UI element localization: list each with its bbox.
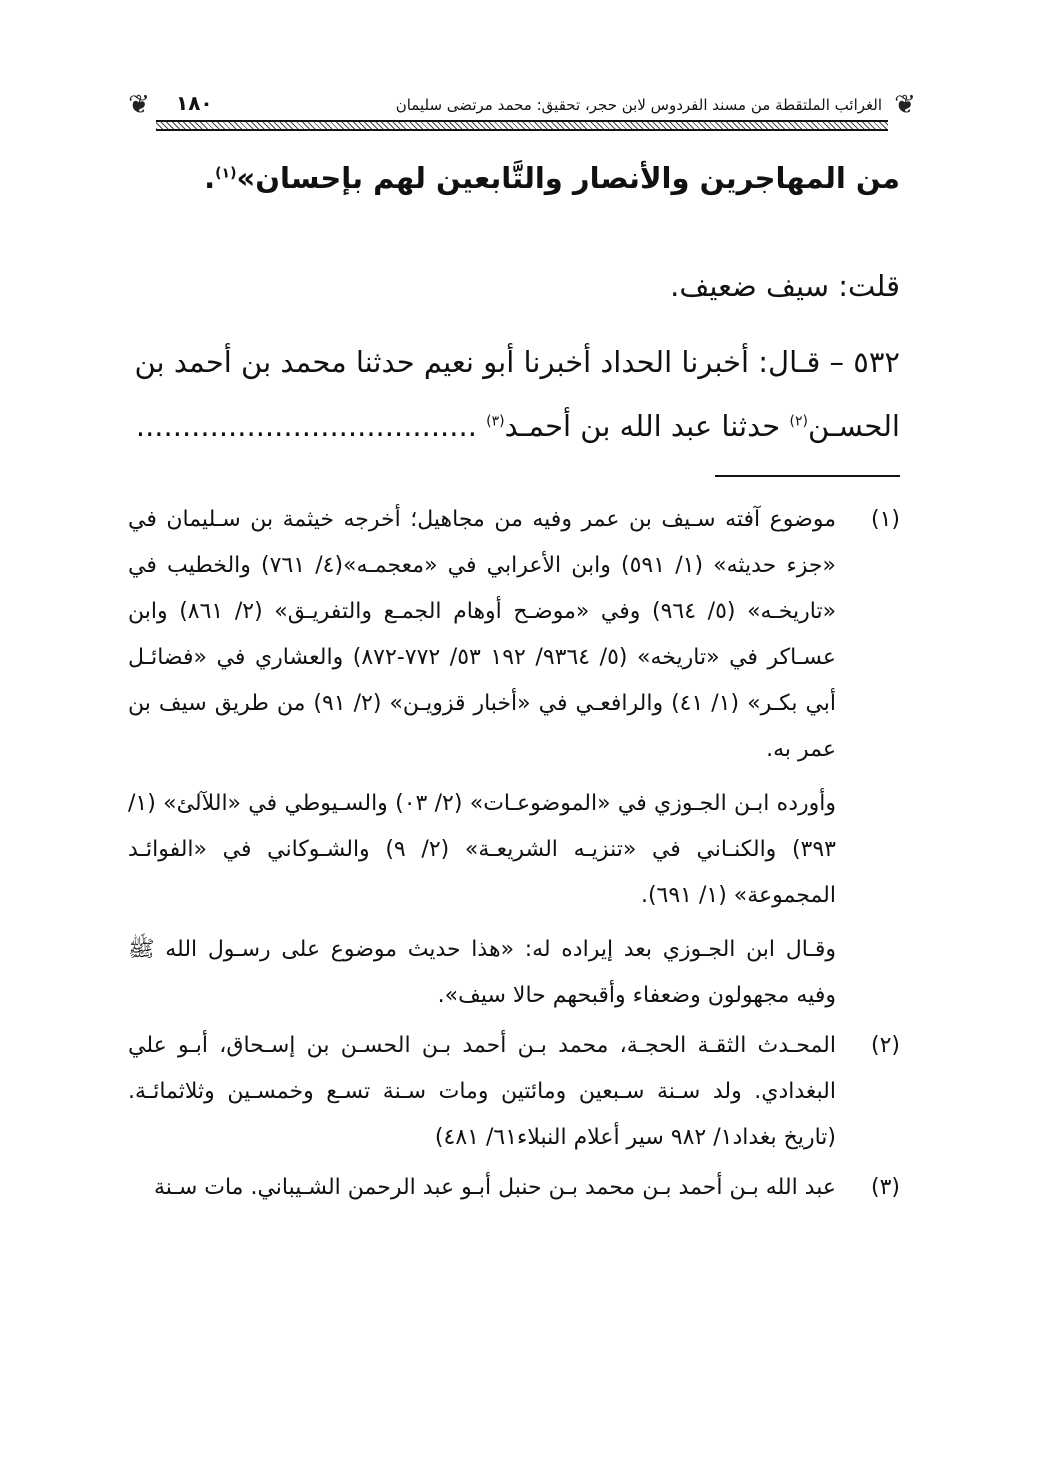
hadith-text-a: الحسـن (807, 409, 900, 443)
hadith-532 (120, 330, 900, 458)
qultu-line: قلت: سيف ضعيف. (670, 269, 900, 303)
header-rule (156, 120, 888, 131)
footnote-ref: (٢) (789, 413, 808, 430)
footnotes (128, 497, 900, 1215)
hadith-line-2 (120, 394, 900, 458)
footnote-paragraph: عبد الله بـن أحمد بـن محمد بـن حنبل أبـو عبد الرحمن الشـيباني. مات سـنة (153, 1175, 836, 1200)
continuation-dots: ..................................... (135, 409, 487, 443)
header-text (162, 92, 882, 118)
footnote-number: (١) (870, 507, 900, 532)
continuation-text: من المهاجرين والأنصار والتَّابعين لهم بإحسان» (236, 161, 900, 195)
footnote-3 (128, 1165, 900, 1211)
footnote-number: (٢) (870, 1033, 900, 1058)
floral-ornament-icon: ❦ (894, 90, 916, 120)
continuation-end: . (204, 161, 216, 195)
footnote-2 (128, 1023, 900, 1161)
page-number: ١٨٠ (176, 91, 213, 115)
footnote-paragraph: وقـال ابن الجـوزي بعد إيراده له: «هذا حديث موضوع على رسـول الله ﷺ وفيه مجهولون وضعفاء وأقبحهم حالا سيف». (128, 937, 836, 1008)
footnote-1 (128, 497, 900, 1019)
floral-ornament-icon: ❦ (128, 90, 150, 120)
footnote-separator (715, 475, 900, 477)
footnote-paragraph: وأورده ابـن الجـوزي في «الموضوعـات» (٢/ ٠٣) والسـيوطي في «اللآلئ» (١/ ٣٩٣) والكنـاني في «تنزيـه الشريعـة» (٢/ ٩) والشـوكاني في «الفوائـد المجموعة» (١/ ٦٩١). (128, 791, 836, 908)
footnote-ref: (١) (215, 165, 237, 182)
footnote-paragraph: المحـدث الثقـة الحجـة، محمد بـن أحمد بـن الحسـن بن إسـحاق، أبـو علي البغدادي. ولد سـنة سـبعين ومائتين ومات سـنة تسـع وخمسـين وثلاثمائـة. (تاريخ بغداد١/ ٩٨٢ سير أعلام النبلاء٦١/ ٤٨١) (128, 1033, 836, 1150)
hadith-line-1: ٥٣٢ – قـال: أخبرنا الحداد أخبرنا أبو نعيم حدثنا محمد بن أحمد بن (134, 345, 900, 379)
hadith-text-b: حدثنا عبد الله بن أحمـد (504, 409, 790, 443)
footnote-number: (٣) (870, 1175, 900, 1200)
footnote-ref: (٣) (486, 413, 505, 430)
running-header (122, 86, 922, 132)
continuation-line (120, 150, 900, 206)
header-title: الغرائب الملتقطة من مسند الفردوس لابن حجر، تحقيق: محمد مرتضى سليمان (395, 96, 882, 114)
footnote-paragraph: موضوع آفته سـيف بن عمر وفيه من مجاهيل؛ أخرجه خيثمة بن سـليمان في «جزء حديثه» (١/ ٥٩١) وابن الأعرابي في «معجمـه»(٤/ ٧٦١) والخطيب في «تاريخـه» (٥/ ٩٦٤) وفي «موضـح أوهام الجمـع والتفريـق» (٢/ ٨٦١) وابن عسـاكر في «تاريخه» (٥/ ٩٣٦٤/ ١٩٢ ٥٣/ ٧٧٢-٨٧٢) والعشاري في «فضائـل أبي بكـر» (١/ ٤١) والرافعـي في «أخبار قزويـن» (٢/ ٩١) من طريق سيف بن عمر به. (128, 507, 837, 762)
